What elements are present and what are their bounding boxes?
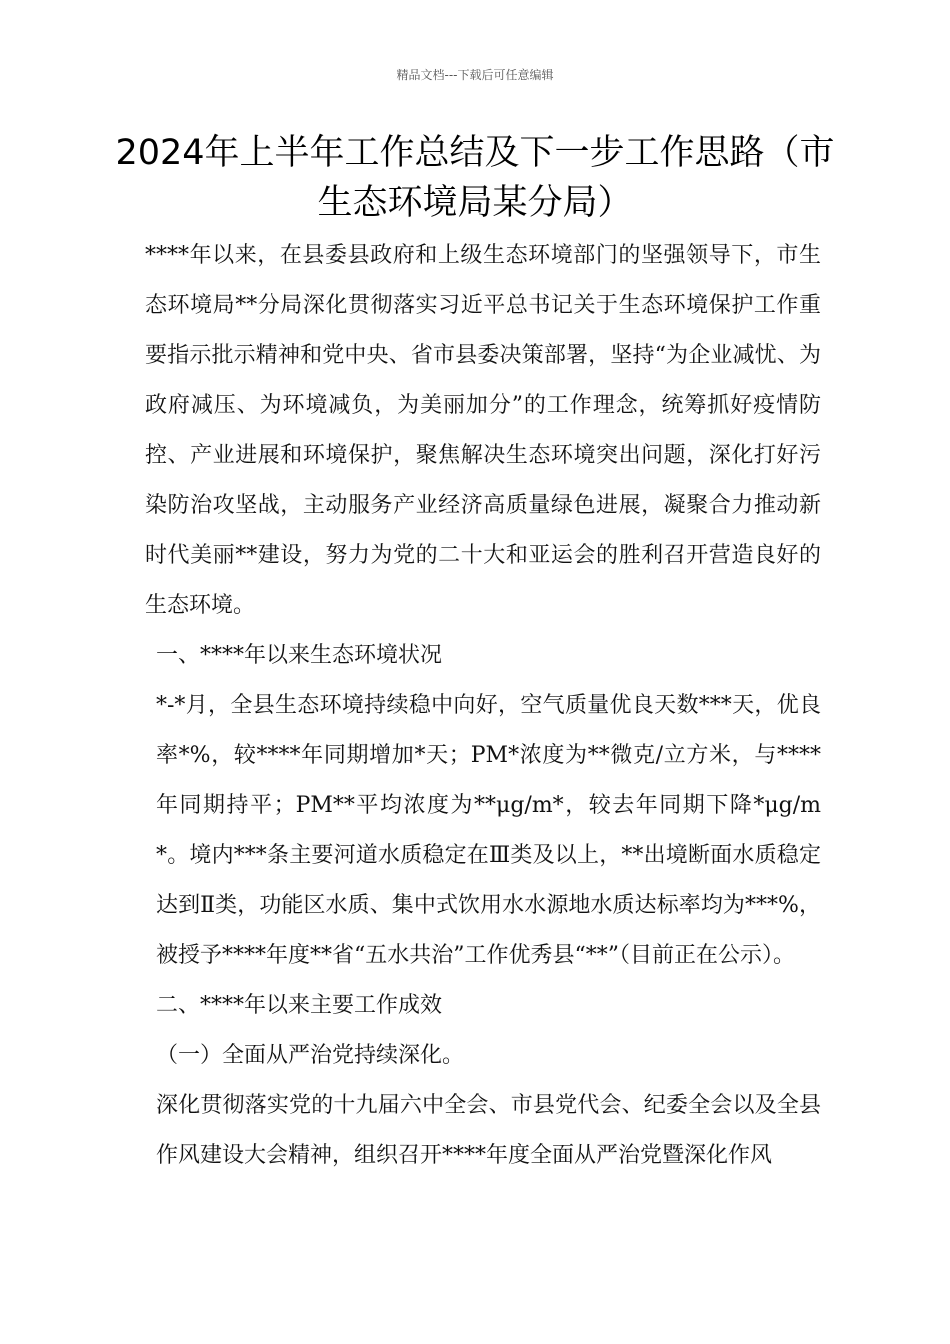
section-heading-1: 一、****年以来生态环境状况 (156, 643, 443, 668)
party-governance-paragraph: 深化贯彻落实党的十九届六中全会、市县党代会、纪委全会以及全县作风建设大会精神，组织召开****年度全面从严治党暨深化作风 (156, 1093, 821, 1168)
subsection-heading-1: （一）全面从严治党持续深化。 (156, 1043, 465, 1068)
section-heading-2: 二、****年以来主要工作成效 (156, 993, 443, 1018)
environment-status-paragraph: *-*月，全县生态环境持续稳中向好，空气质量优良天数***天，优良率*%，较****年同期增加*天；PM*浓度为**微克/立方米，与****年同期持平；PM**平均浓度为**μg/m*，较去年同期下降*μg/m*。境内***条主要河道水质稳定在Ⅲ类及以上，**出境断面水质稳定达到Ⅱ类，功能区水质、集中式饮用水水源地水质达标率均为***%，被授予****年度**省“五水共治”工作优秀县“**”（目前正在公示）。 (156, 693, 821, 968)
intro-paragraph: ****年以来，在县委县政府和上级生态环境部门的坚强领导下，市生态环境局**分局深化贯彻落实习近平总书记关于生态环境保护工作重要指示批示精神和党中央、省市县委决策部署，坚持“为企业减忧、为政府减压、为环境减负，为美丽加分”的工作理念，统筹抓好疫情防控、产业进展和环境保护，聚焦解决生态环境突出问题，深化打好污染防治攻坚战，主动服务产业经济高质量绿色进展，凝聚合力推动新时代美丽**建设，努力为党的二十大和亚运会的胜利召开营造良好的生态环境。 (145, 243, 821, 618)
document-body (145, 231, 821, 1181)
document-title: 2024年上半年工作总结及下一步工作思路（市生态环境局某分局） (115, 133, 835, 223)
page-header-note: 精品文档---下载后可任意编辑 (396, 68, 554, 82)
